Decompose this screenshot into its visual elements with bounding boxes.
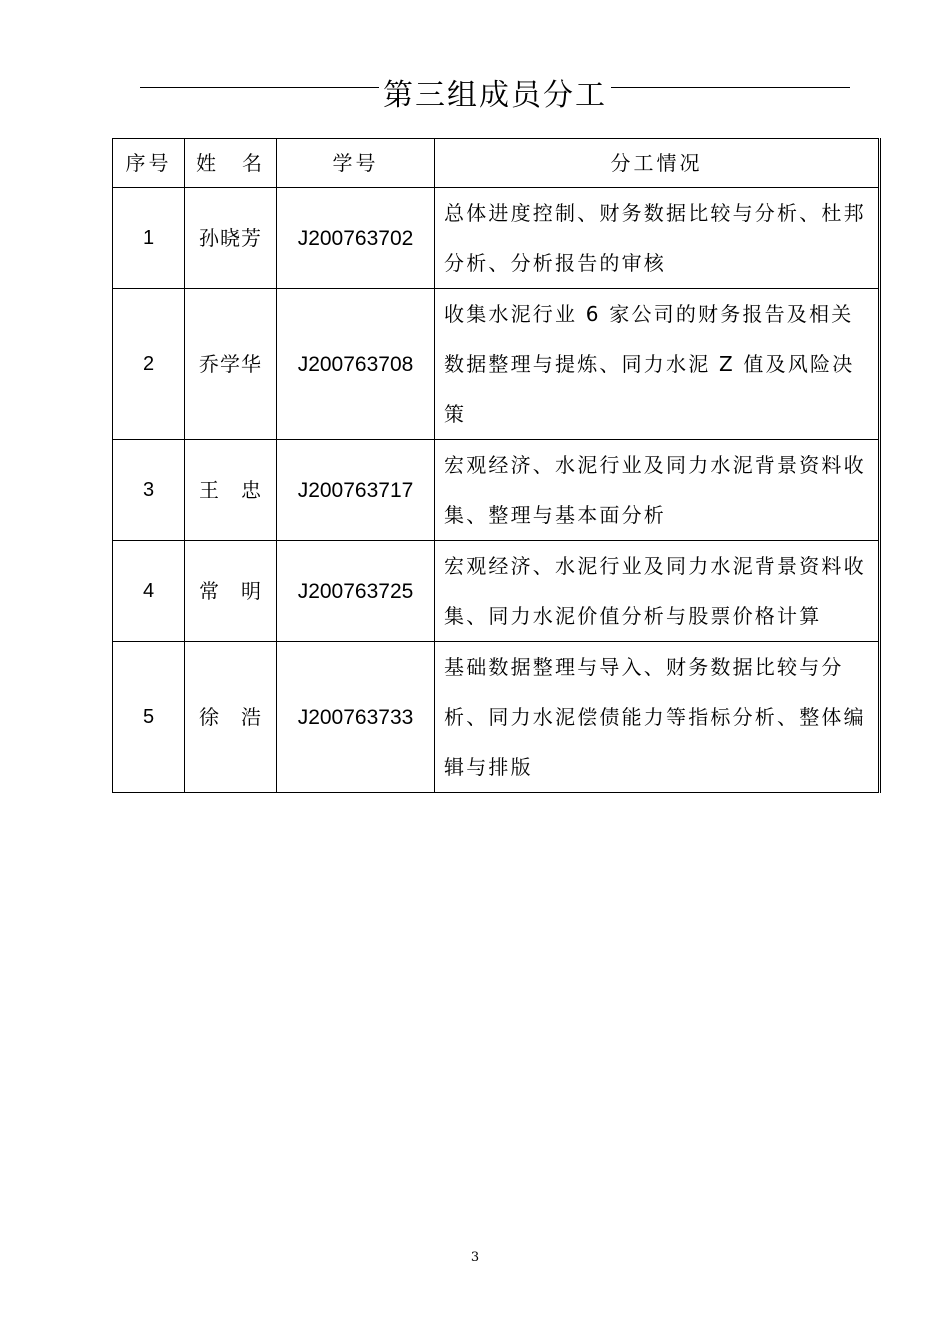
header-duty: 分工情况: [435, 139, 880, 188]
page-number: 3: [470, 1250, 480, 1265]
header-student-id: 学号: [277, 139, 435, 188]
row-name: 孙晓芳: [185, 188, 277, 289]
row-student-id: J200763702: [277, 188, 435, 289]
member-duty-table: [112, 138, 881, 793]
row-student-id: J200763708: [277, 289, 435, 440]
title-block: [140, 74, 850, 120]
row-index: 2: [113, 289, 185, 440]
row-index: 3: [113, 440, 185, 541]
row-name: 徐 浩: [185, 642, 277, 793]
page-title: [140, 76, 850, 116]
row-duty: 宏观经济、水泥行业及同力水泥背景资料收集、整理与基本面分析: [435, 440, 880, 541]
row-duty: 宏观经济、水泥行业及同力水泥背景资料收集、同力水泥价值分析与股票价格计算: [435, 541, 880, 642]
table-row: [113, 289, 880, 440]
row-student-id: J200763733: [277, 642, 435, 793]
page-title-text: 第三组成员分工: [379, 78, 611, 113]
row-name: 王 忠: [185, 440, 277, 541]
row-index: 4: [113, 541, 185, 642]
table-header-row: [113, 139, 880, 188]
table-row: [113, 188, 880, 289]
header-index: 序号: [113, 139, 185, 188]
row-duty: 基础数据整理与导入、财务数据比较与分析、同力水泥偿债能力等指标分析、整体编辑与排版: [435, 642, 880, 793]
table-row: [113, 440, 880, 541]
row-index: 5: [113, 642, 185, 793]
table-row: [113, 642, 880, 793]
row-duty: 总体进度控制、财务数据比较与分析、杜邦分析、分析报告的审核: [435, 188, 880, 289]
row-name: 乔学华: [185, 289, 277, 440]
row-index: 1: [113, 188, 185, 289]
header-name: 姓 名: [185, 139, 277, 188]
row-student-id: J200763717: [277, 440, 435, 541]
row-student-id: J200763725: [277, 541, 435, 642]
table-row: [113, 541, 880, 642]
row-duty: 收集水泥行业 6 家公司的财务报告及相关数据整理与提炼、同力水泥 Z 值及风险决策: [435, 289, 880, 440]
row-name: 常 明: [185, 541, 277, 642]
